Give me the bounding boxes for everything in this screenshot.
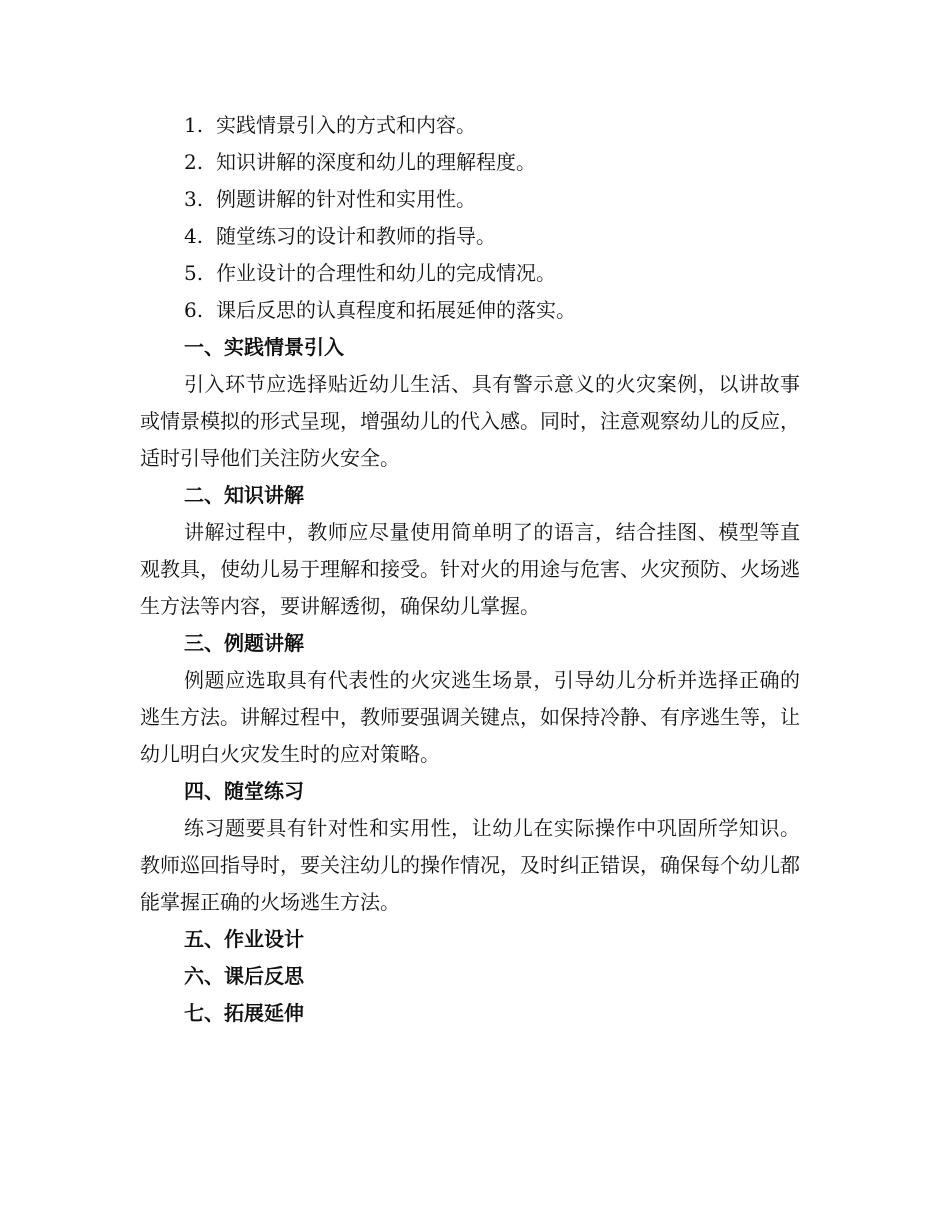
section-body-knowledge: 讲解过程中，教师应尽量使用简单明了的语言，结合挂图、模型等直观教具，使幼儿易于理解和接受。针对火的用途与危害、火灾预防、火场逃生方法等内容，要讲解透彻，确保幼儿掌握。 [140, 520, 800, 618]
list-item [140, 144, 800, 181]
section-heading-intro: 一、实践情景引入 [184, 335, 344, 359]
list-item-number: 5. [184, 261, 204, 285]
list-item [140, 107, 800, 144]
section-heading-examples: 三、例题讲解 [184, 631, 304, 655]
section-heading-extension: 七、拓展延伸 [184, 1001, 304, 1025]
section-heading-knowledge: 二、知识讲解 [184, 483, 304, 507]
list-item-text: 知识讲解的深度和幼儿的理解程度。 [216, 150, 536, 174]
list-item-text: 随堂练习的设计和教师的指导。 [216, 224, 496, 248]
list-item-text: 例题讲解的针对性和实用性。 [216, 187, 476, 211]
list-item-number: 1. [184, 113, 204, 137]
list-item-text: 实践情景引入的方式和内容。 [216, 113, 476, 137]
document-body [140, 107, 800, 1032]
list-item [140, 181, 800, 218]
list-item-number: 2. [184, 150, 204, 174]
section-body-intro: 引入环节应选择贴近幼儿生活、具有警示意义的火灾案例，以讲故事或情景模拟的形式呈现，增强幼儿的代入感。同时，注意观察幼儿的反应，适时引导他们关注防火安全。 [140, 372, 800, 470]
evaluation-points-list [140, 107, 800, 329]
section-heading-practice: 四、随堂练习 [184, 779, 304, 803]
list-item-text: 课后反思的认真程度和拓展延伸的落实。 [216, 298, 576, 322]
list-item-text: 作业设计的合理性和幼儿的完成情况。 [216, 261, 556, 285]
list-item-number: 3. [184, 187, 204, 211]
section-body-examples: 例题应选取具有代表性的火灾逃生场景，引导幼儿分析并选择正确的逃生方法。讲解过程中，教师要强调关键点，如保持冷静、有序逃生等，让幼儿明白火灾发生时的应对策略。 [140, 668, 800, 766]
list-item [140, 255, 800, 292]
list-item-number: 6. [184, 298, 204, 322]
section-heading-reflection: 六、课后反思 [184, 964, 304, 988]
list-item-number: 4. [184, 224, 204, 248]
list-item [140, 218, 800, 255]
list-item [140, 292, 800, 329]
section-heading-homework: 五、作业设计 [184, 927, 304, 951]
section-body-practice: 练习题要具有针对性和实用性，让幼儿在实际操作中巩固所学知识。教师巡回指导时，要关注幼儿的操作情况，及时纠正错误，确保每个幼儿都能掌握正确的火场逃生方法。 [140, 816, 800, 914]
